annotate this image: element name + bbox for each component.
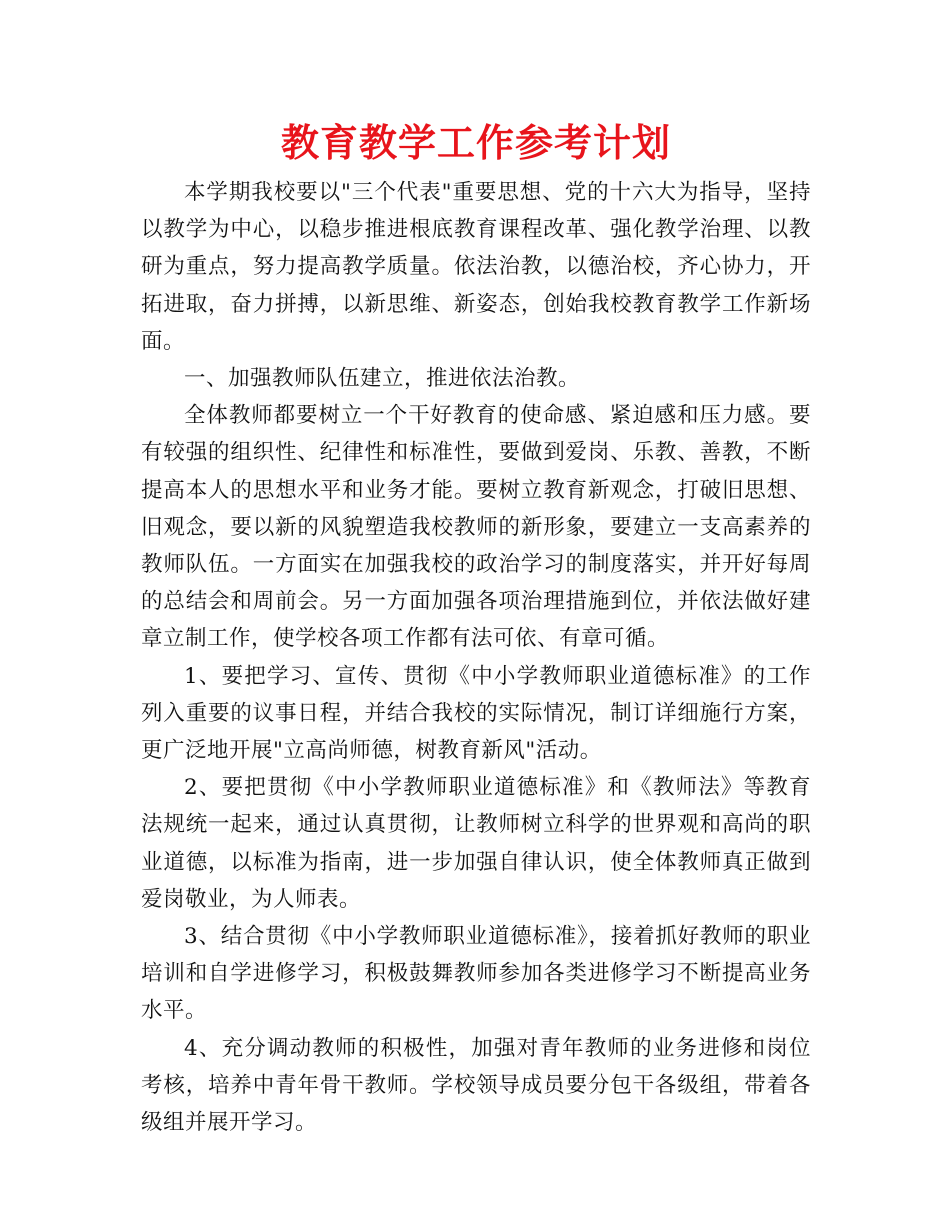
document-title: 教育教学工作参考计划 [280,121,671,165]
list-item-2: 2、要把贯彻《中小学教师职业道德标准》和《教师法》等教育法规统一起来，通过认真贯彻，让教师树立科学的世界观和高尚的职业道德，以标准为指南，进一步加强自律认识，使全体教师真正做到爱岗敬业，为人师表。 [141,775,811,912]
list-item-3: 3、结合贯彻《中小学教师职业道德标准》，接着抓好教师的职业培训和自学进修学习，积极鼓舞教师参加各类进修学习不断提高业务水平。 [141,924,811,1024]
section-heading-1: 一、加强教师队伍建立，推进依法治教。 [184,366,581,392]
paragraph-section-1: 全体教师都要树立一个干好教育的使命感、紧迫感和压力感。要有较强的组织性、纪律性和标准性，要做到爱岗、乐教、善教，不断提高本人的思想水平和业务才能。要树立教育新观念，打破旧思想、旧观念，要以新的风貌塑造我校教师的新形象，要建立一支高素养的教师队伍。一方面实在加强我校的政治学习的制度落实，并开好每周的总结会和周前会。另一方面加强各项治理措施到位，并依法做好建章立制工作，使学校各项工作都有法可依、有章可循。 [141,403,811,652]
list-item-4: 4、充分调动教师的积极性，加强对青年教师的业务进修和岗位考核，培养中青年骨干教师。学校领导成员要分包干各级组，带着各级组并展开学习。 [141,1035,811,1136]
paragraph-intro: 本学期我校要以"三个代表"重要思想、党的十六大为指导，坚持以教学为中心，以稳步推进根底教育课程改革、强化教学治理、以教研为重点，努力提高教学质量。依法治教，以德治校，齐心协力，开拓进取，奋力拼搏，以新思维、新姿态，创始我校教育教学工作新场面。 [141,180,811,354]
document-page [141,118,811,1141]
list-item-1: 1、要把学习、宣传、贯彻《中小学教师职业道德标准》的工作列入重要的议事日程，并结合我校的实际情况，制订详细施行方案，更广泛地开展"立高尚师德，树教育新风"活动。 [141,663,811,764]
